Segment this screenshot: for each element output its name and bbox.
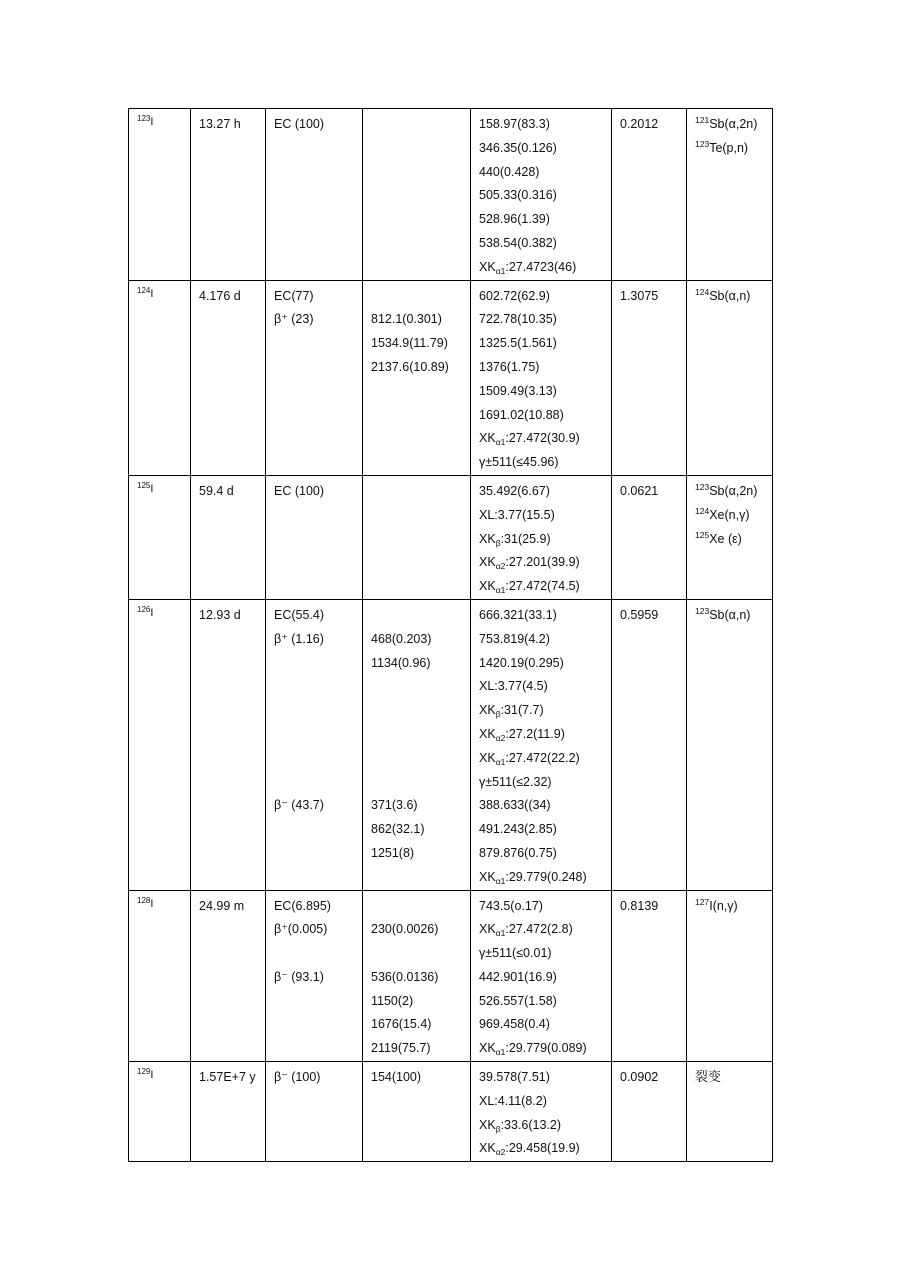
gamma-value: :31(7.7) [500, 703, 544, 718]
gamma-value: 1376(1.75) [479, 359, 540, 374]
gamma-value: 39.578(7.51) [479, 1070, 550, 1085]
gamma-line [479, 794, 611, 818]
gamma-subscript: α2 [495, 1147, 506, 1158]
half-life-cell [191, 599, 266, 890]
gamma-line [479, 427, 611, 451]
decay-mode-cell [266, 475, 363, 599]
beta-energy-cell [363, 280, 471, 475]
gamma-line [479, 451, 611, 475]
gamma-prefix: XK [479, 431, 496, 446]
beta-energy-line: 1150(2) [371, 993, 414, 1008]
target-mass-number: 123 [695, 138, 710, 149]
beta-energy-line: 154(100) [371, 1070, 422, 1085]
nuclide-label [137, 606, 190, 620]
beta-energy-line [371, 723, 470, 747]
production-line [695, 604, 772, 628]
gamma-line [479, 818, 611, 842]
beta-energy-cell [363, 599, 471, 890]
table-row [129, 599, 773, 890]
beta-energy-line: 2119(75.7) [371, 1041, 431, 1056]
beta-energy-line [371, 675, 470, 699]
gamma-value: :27.201(39.9) [505, 555, 580, 570]
gamma-value: 1420.19(0.295) [479, 655, 564, 670]
gamma-line [479, 1137, 611, 1161]
decay-mode-line [274, 942, 362, 966]
production-cell [687, 599, 773, 890]
gamma-subscript: α1 [495, 585, 506, 596]
half-life-value: 13.27 h [199, 117, 241, 131]
production-line [695, 895, 772, 919]
gamma-value: 528.96(1.39) [479, 212, 550, 227]
gamma-value: 602.72(62.9) [479, 288, 550, 303]
production-reaction: Sb(α,2n) [709, 483, 758, 498]
gamma-value: 1509.49(3.13) [479, 383, 557, 398]
gamma-prefix: XK [479, 555, 496, 570]
decay-mode-line: EC (100) [274, 483, 325, 498]
gamma-line [479, 184, 611, 208]
gamma-energy-cell [471, 1062, 612, 1162]
production-reaction: Sb(α,2n) [709, 117, 758, 131]
gamma-line [479, 604, 611, 628]
decay-mode-line [274, 699, 362, 723]
gamma-line [479, 161, 611, 185]
beta-energy-line: 1534.9(11.79) [371, 336, 448, 351]
mass-number: 123 [137, 114, 151, 123]
q-value: 0.0621 [620, 483, 659, 498]
decay-mode-cell [266, 599, 363, 890]
gamma-line [479, 256, 611, 280]
half-life-cell [191, 890, 266, 1062]
gamma-line [479, 1013, 611, 1037]
gamma-value: 879.876(0.75) [479, 845, 557, 860]
q-value-cell [612, 109, 687, 281]
nuclide-cell [129, 599, 191, 890]
beta-energy-line [371, 699, 470, 723]
element-symbol: I [150, 1069, 154, 1082]
beta-energy-line: 230(0.0026) [371, 922, 439, 937]
gamma-line [479, 528, 611, 552]
gamma-prefix: XK [479, 1141, 496, 1156]
beta-energy-line [371, 771, 470, 795]
table-row [129, 1062, 773, 1162]
decay-mode-line [274, 652, 362, 676]
production-reaction: 裂变 [695, 1070, 722, 1086]
decay-mode-line [274, 771, 362, 795]
target-mass-number: 121 [695, 115, 710, 125]
production-line [695, 480, 772, 504]
gamma-subscript: α1 [495, 1047, 506, 1058]
gamma-prefix: XK [479, 259, 496, 274]
beta-energy-line [371, 895, 470, 919]
q-value-cell [612, 475, 687, 599]
gamma-subscript: α2 [495, 732, 506, 743]
beta-energy-line [371, 285, 470, 309]
table-row [129, 890, 773, 1062]
gamma-line [479, 1114, 611, 1138]
mass-number: 124 [137, 285, 151, 295]
gamma-value: 491.243(2.85) [479, 822, 557, 837]
gamma-value: XL:4.11(8.2) [479, 1093, 547, 1108]
gamma-prefix: XK [479, 1117, 496, 1132]
gamma-value: :27.4723(46) [505, 259, 577, 274]
gamma-value: 743.5(o.17) [479, 898, 543, 913]
half-life-cell [191, 1062, 266, 1162]
beta-energy-line: 1251(8) [371, 845, 415, 860]
gamma-line [479, 137, 611, 161]
target-mass-number: 123 [695, 481, 710, 492]
beta-energy-line [371, 942, 470, 966]
gamma-line [479, 1037, 611, 1061]
table-body [129, 109, 773, 1162]
gamma-subscript: β [495, 709, 501, 720]
gamma-subscript: α1 [495, 265, 506, 276]
gamma-prefix: XK [479, 703, 496, 718]
beta-energy-line: 862(32.1) [371, 822, 425, 837]
gamma-value: :29.779(0.089) [505, 1041, 587, 1056]
half-life-value: 1.57E+7 y [199, 1070, 256, 1085]
gamma-value: :27.472(2.8) [505, 922, 573, 937]
production-line [695, 528, 772, 552]
gamma-line [479, 942, 611, 966]
target-mass-number: 124 [695, 286, 710, 297]
gamma-value: 158.97(83.3) [479, 117, 550, 131]
beta-energy-line [371, 604, 470, 628]
gamma-line [479, 723, 611, 747]
gamma-value: 440(0.428) [479, 164, 540, 179]
gamma-subscript: β [495, 1123, 501, 1134]
gamma-value: XL:3.77(4.5) [479, 679, 548, 694]
target-mass-number: 124 [695, 505, 710, 516]
gamma-value: γ±511(≤2.32) [479, 774, 552, 789]
element-symbol: I [150, 482, 154, 495]
nuclide-label [137, 482, 190, 496]
gamma-prefix: XK [479, 531, 496, 546]
decay-mode-line: β⁺ (1.16) [274, 631, 324, 646]
gamma-value: 442.901(16.9) [479, 969, 557, 984]
production-cell [687, 109, 773, 281]
table-row [129, 280, 773, 475]
gamma-line [479, 918, 611, 942]
gamma-value: XL:3.77(15.5) [479, 507, 555, 522]
production-cell [687, 280, 773, 475]
decay-mode-line: β⁺ (23) [274, 312, 314, 327]
nuclide-data-table [128, 108, 773, 1162]
half-life-value: 4.176 d [199, 288, 241, 303]
gamma-subscript: α1 [495, 875, 506, 886]
gamma-value: :27.472(74.5) [505, 579, 580, 594]
nuclide-label [137, 287, 190, 301]
gamma-value: γ±511(≤45.96) [479, 455, 559, 470]
q-value: 1.3075 [620, 288, 659, 303]
gamma-value: 388.633((34) [479, 798, 551, 813]
half-life-value: 12.93 d [199, 607, 241, 622]
gamma-line [479, 842, 611, 866]
decay-mode-line: β⁻ (93.1) [274, 969, 324, 984]
production-line [695, 285, 772, 309]
gamma-value: 526.557(1.58) [479, 993, 557, 1008]
gamma-value: 666.321(33.1) [479, 607, 557, 622]
gamma-line [479, 308, 611, 332]
gamma-line [479, 1066, 611, 1090]
decay-mode-line [274, 675, 362, 699]
decay-mode-line: EC(77) [274, 288, 314, 303]
decay-mode-cell [266, 1062, 363, 1162]
element-symbol: I [150, 897, 154, 910]
nuclide-cell [129, 280, 191, 475]
nuclide-cell [129, 475, 191, 599]
gamma-prefix: XK [479, 1041, 496, 1056]
gamma-line [479, 990, 611, 1014]
nuclide-cell [129, 890, 191, 1062]
q-value: 0.0902 [620, 1070, 659, 1085]
gamma-value: 538.54(0.382) [479, 235, 557, 250]
gamma-line [479, 208, 611, 232]
production-line [695, 504, 772, 528]
decay-mode-line: EC(6.895) [274, 898, 331, 913]
half-life-cell [191, 475, 266, 599]
gamma-line [479, 652, 611, 676]
gamma-line [479, 575, 611, 599]
beta-energy-line: 371(3.6) [371, 798, 418, 813]
gamma-line [479, 232, 611, 256]
production-reaction: Sb(α,n) [709, 288, 751, 303]
gamma-value: :27.2(11.9) [505, 726, 565, 741]
gamma-line [479, 628, 611, 652]
target-mass-number: 123 [695, 605, 710, 616]
gamma-line [479, 699, 611, 723]
q-value-cell [612, 280, 687, 475]
gamma-line [479, 332, 611, 356]
gamma-prefix: XK [479, 869, 496, 884]
gamma-energy-cell [471, 280, 612, 475]
gamma-subscript: α1 [495, 756, 506, 767]
decay-mode-line: β⁻ (100) [274, 1070, 321, 1085]
production-cell [687, 1062, 773, 1162]
gamma-prefix: XK [479, 750, 496, 765]
decay-mode-line [274, 723, 362, 747]
production-cell [687, 475, 773, 599]
table-row [129, 109, 773, 281]
mass-number: 125 [137, 480, 151, 490]
beta-energy-line: 2137.6(10.89) [371, 359, 449, 374]
production-line [695, 137, 772, 161]
table-row [129, 475, 773, 599]
nuclide-cell [129, 1062, 191, 1162]
q-value-cell [612, 599, 687, 890]
gamma-line [479, 404, 611, 428]
nuclide-label [137, 115, 190, 129]
production-line [695, 113, 772, 137]
gamma-value: 722.78(10.35) [479, 312, 557, 327]
gamma-value: γ±511(≤0.01) [479, 946, 552, 961]
beta-energy-cell [363, 890, 471, 1062]
gamma-line [479, 747, 611, 771]
decay-mode-line: β⁺(0.005) [274, 922, 328, 937]
q-value-cell [612, 1062, 687, 1162]
decay-mode-line [274, 747, 362, 771]
gamma-line [479, 675, 611, 699]
gamma-line [479, 1090, 611, 1114]
gamma-line [479, 285, 611, 309]
gamma-subscript: α2 [495, 561, 506, 572]
decay-mode-cell [266, 109, 363, 281]
gamma-value: 753.819(4.2) [479, 631, 550, 646]
gamma-value: 35.492(6.67) [479, 483, 550, 498]
gamma-value: :27.472(30.9) [505, 431, 580, 446]
gamma-line [479, 480, 611, 504]
gamma-line [479, 895, 611, 919]
gamma-line [479, 966, 611, 990]
gamma-energy-cell [471, 890, 612, 1062]
gamma-subscript: α1 [495, 437, 506, 448]
production-reaction: Te(p,n) [709, 140, 749, 155]
gamma-energy-cell [471, 599, 612, 890]
production-reaction: Xe (ε) [709, 531, 742, 546]
nuclide-label [137, 897, 190, 911]
decay-mode-line: EC(55.4) [274, 607, 325, 622]
half-life-cell [191, 280, 266, 475]
decay-mode-cell [266, 280, 363, 475]
gamma-value: :31(25.9) [500, 531, 551, 546]
beta-energy-cell [363, 109, 471, 281]
gamma-line [479, 380, 611, 404]
mass-number: 128 [137, 895, 151, 905]
beta-energy-cell [363, 475, 471, 599]
beta-energy-line: 1134(0.96) [371, 655, 431, 670]
gamma-value: :27.472(22.2) [505, 750, 580, 765]
gamma-value: 969.458(0.4) [479, 1017, 550, 1032]
beta-energy-line: 468(0.203) [371, 631, 432, 646]
q-value: 0.8139 [620, 898, 659, 913]
q-value-cell [612, 890, 687, 1062]
mass-number: 129 [137, 1067, 151, 1077]
production-line [695, 1066, 772, 1090]
nuclide-cell [129, 109, 191, 281]
decay-mode-cell [266, 890, 363, 1062]
target-mass-number: 127 [695, 896, 710, 907]
beta-energy-line: 812.1(0.301) [371, 312, 442, 327]
decay-mode-line: EC (100) [274, 117, 325, 131]
beta-energy-line [371, 747, 470, 771]
decay-mode-line: β⁻ (43.7) [274, 798, 324, 813]
production-reaction: Sb(α,n) [709, 607, 751, 622]
gamma-line [479, 551, 611, 575]
gamma-value: :29.779(0.248) [505, 869, 587, 884]
production-reaction: I(n,γ) [709, 898, 738, 913]
gamma-value: 505.33(0.316) [479, 188, 557, 203]
element-symbol: I [150, 287, 154, 300]
mass-number: 126 [137, 604, 151, 614]
half-life-value: 59.4 d [199, 483, 234, 498]
production-reaction: Xe(n,γ) [709, 507, 750, 522]
beta-energy-cell [363, 1062, 471, 1162]
gamma-prefix: XK [479, 579, 496, 594]
gamma-prefix: XK [479, 922, 496, 937]
gamma-subscript: β [495, 537, 501, 548]
beta-energy-line: 536(0.0136) [371, 969, 439, 984]
gamma-line [479, 866, 611, 890]
half-life-value: 24.99 m [199, 898, 245, 913]
nuclide-label [137, 1068, 190, 1082]
beta-energy-line: 1676(15.4) [371, 1017, 432, 1032]
gamma-energy-cell [471, 475, 612, 599]
element-symbol: I [150, 606, 154, 619]
gamma-line [479, 771, 611, 795]
target-mass-number: 125 [695, 529, 710, 540]
gamma-line [479, 356, 611, 380]
gamma-line [479, 113, 611, 137]
half-life-cell [191, 109, 266, 281]
gamma-line [479, 504, 611, 528]
gamma-value: 346.35(0.126) [479, 140, 557, 155]
gamma-value: :29.458(19.9) [505, 1141, 580, 1156]
q-value: 0.5959 [620, 607, 659, 622]
gamma-prefix: XK [479, 726, 496, 741]
gamma-value: 1691.02(10.88) [479, 407, 564, 422]
gamma-energy-cell [471, 109, 612, 281]
element-symbol: I [150, 116, 154, 128]
gamma-value: 1325.5(1.561) [479, 336, 557, 351]
gamma-subscript: α1 [495, 928, 506, 939]
production-cell [687, 890, 773, 1062]
q-value: 0.2012 [620, 117, 659, 131]
gamma-value: :33.6(13.2) [500, 1117, 562, 1132]
